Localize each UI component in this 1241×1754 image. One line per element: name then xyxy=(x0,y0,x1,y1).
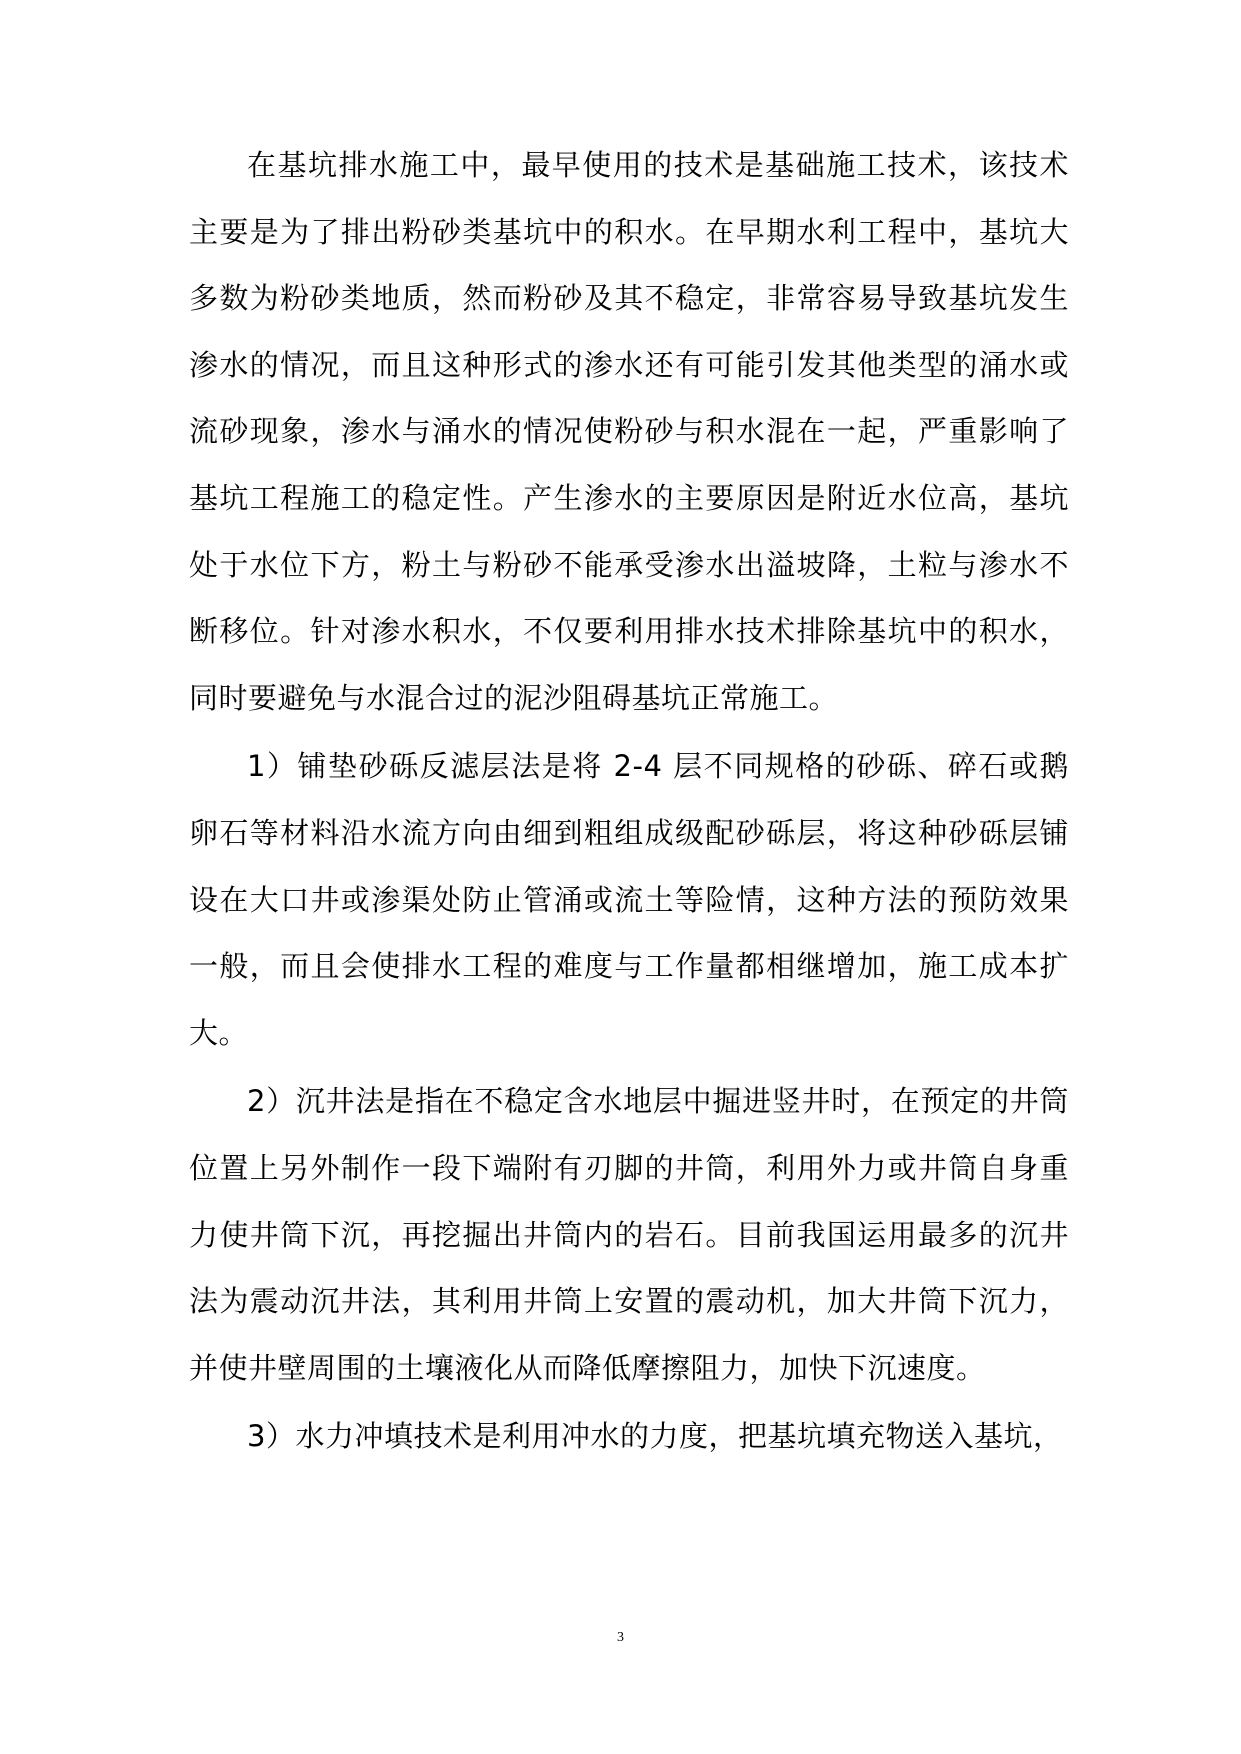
paragraph-method-3: 3）水力冲填技术是利用冲水的力度，把基坑填充物送入基坑， xyxy=(247,1419,1063,1454)
page-number: 3 xyxy=(617,1630,624,1645)
paragraph-method-2: 2）沉井法是指在不稳定含水地层中掘进竖井时，在预定的井筒位置上另外制作一段下端附有刃脚的井筒，利用外力或井筒自身重力使井筒下沉，再挖掘出井筒内的岩石。目前我国运用最多的沉井法为震动沉井法，其利用井筒上安置的震动机，加大井筒下沉力，并使井壁周围的土壤液化从而降低摩擦阻力，加快下沉速度。 xyxy=(189,1084,1069,1385)
page-body xyxy=(189,132,1069,1472)
paragraph-intro: 在基坑排水施工中，最早使用的技术是基础施工技术，该技术主要是为了排出粉砂类基坑中的积水。在早期水利工程中，基坑大多数为粉砂类地质，然而粉砂及其不稳定，非常容易导致基坑发生渗水的情况，而且这种形式的渗水还有可能引发其他类型的涌水或流砂现象，渗水与涌水的情况使粉砂与积水混在一起，严重影响了基坑工程施工的稳定性。产生渗水的主要原因是附近水位高，基坑处于水位下方，粉土与粉砂不能承受渗水出溢坡降，土粒与渗水不断移位。针对渗水积水，不仅要利用排水技术排除基坑中的积水，同时要避免与水混合过的泥沙阻碍基坑正常施工。 xyxy=(189,148,1069,715)
paragraph-method-1: 1）铺垫砂砾反滤层法是将 2-4 层不同规格的砂砾、碎石或鹅卵石等材料沿水流方向由细到粗组成级配砂砾层，将这种砂砾层铺设在大口井或渗渠处防止管涌或流土等险情，这种方法的预防效果一般，而且会使排水工程的难度与工作量都相继增加，施工成本扩大。 xyxy=(189,749,1069,1050)
